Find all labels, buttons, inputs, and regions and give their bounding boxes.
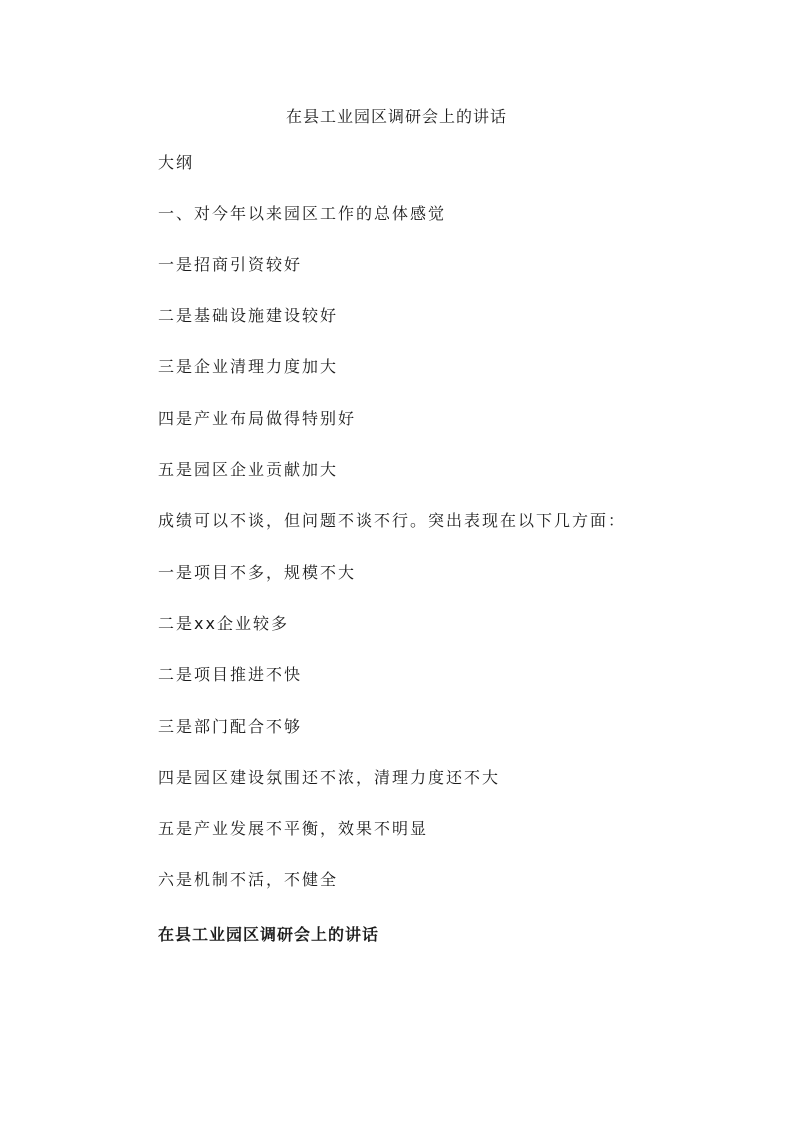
list-item: 三是部门配合不够: [158, 717, 303, 736]
document-title: 在县工业园区调研会上的讲话: [285, 107, 507, 126]
list-item: 六是机制不活，不健全: [158, 870, 339, 889]
list-item: 二是xx企业较多: [158, 614, 289, 633]
section-heading: 一、对今年以来园区工作的总体感觉: [158, 204, 447, 223]
list-item: 一是招商引资较好: [158, 255, 303, 274]
footer-heading: 在县工业园区调研会上的讲话: [158, 925, 380, 944]
list-item: 五是园区企业贡献加大: [158, 460, 339, 479]
list-item: 四是产业布局做得特别好: [158, 409, 357, 428]
transition-paragraph: 成绩可以不谈，但问题不谈不行。突出表现在以下几方面：: [158, 511, 627, 530]
list-item: 五是产业发展不平衡，效果不明显: [158, 819, 429, 838]
list-item: 三是企业清理力度加大: [158, 357, 339, 376]
outline-label: 大纲: [158, 153, 195, 172]
list-item: 二是项目推进不快: [158, 665, 303, 684]
list-item: 一是项目不多，规模不大: [158, 563, 357, 582]
list-item: 四是园区建设氛围还不浓，清理力度还不大: [158, 768, 501, 787]
list-item: 二是基础设施建设较好: [158, 306, 339, 325]
